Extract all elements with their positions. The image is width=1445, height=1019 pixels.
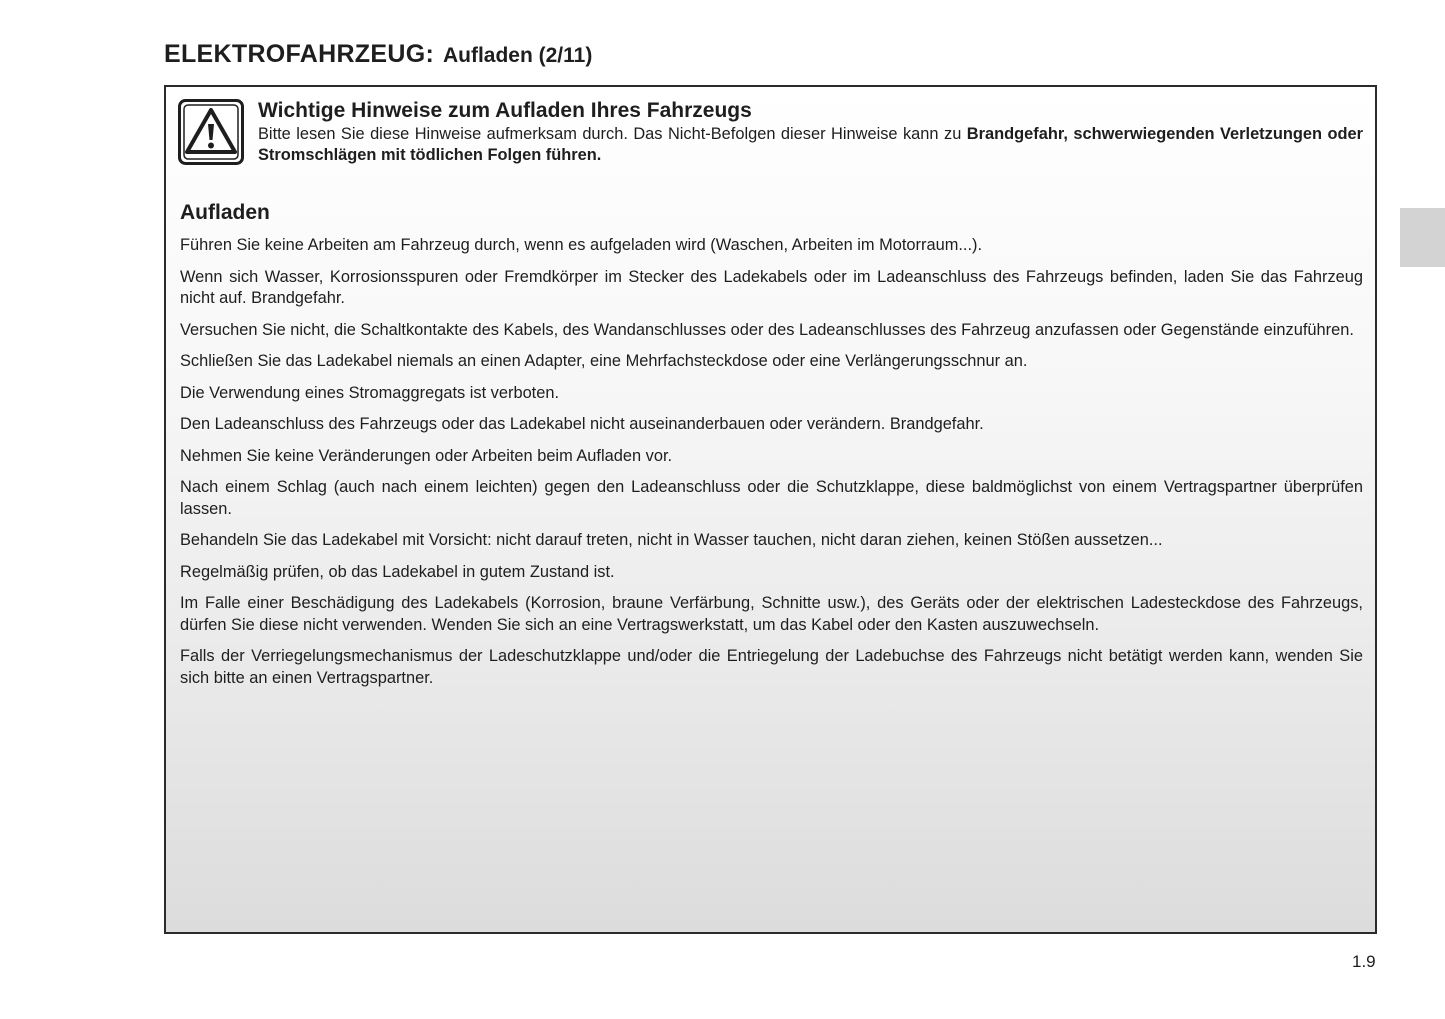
paragraph: Schließen Sie das Ladekabel niemals an einen Adapter, eine Mehrfachsteckdose oder eine Verlängerungsschnur an. [180, 352, 1028, 370]
page-title [164, 32, 592, 70]
page-title-sub: Aufladen (2/11) [442, 44, 593, 67]
section-side-tab [1400, 208, 1445, 267]
paragraph: Behandeln Sie das Ladekabel mit Vorsicht: nicht darauf treten, nicht in Wasser tauchen, nicht daran ziehen, keinen Stößen aussetzen... [180, 531, 1163, 549]
paragraph: Nehmen Sie keine Veränderungen oder Arbeiten beim Aufladen vor. [180, 446, 673, 465]
paragraph-list [180, 235, 1363, 699]
warning-heading: Wichtige Hinweise zum Aufladen Ihres Fahrzeugs [258, 99, 752, 122]
paragraph: Im Falle einer Beschädigung des Ladekabels (Korrosion, braune Verfärbung, Schnitte usw.), des Geräts oder der elektrischen Ladesteckdose des Fahrzeugs, dürfen Sie diese nicht verwenden. Wenden Sie sich an eine Vertragswerkstatt, um das Kabel oder den Kasten auszuwechseln. [180, 594, 1363, 634]
warning-triangle-icon [178, 99, 244, 165]
warning-intro-emphasis: Brandgefahr, schwerwiegenden Verletzungen oder Stromschlägen mit tödlichen Folgen führen. [258, 125, 1363, 164]
warning-box [164, 85, 1377, 934]
page-number: 1.9 [1352, 952, 1376, 971]
paragraph: Versuchen Sie nicht, die Schaltkontakte des Kabels, des Wandanschlusses oder des Ladeanschlusses des Fahrzeug anzufassen oder Gegenstände einzuführen. [180, 320, 1354, 339]
paragraph: Den Ladeanschluss des Fahrzeugs oder das Ladekabel nicht auseinanderbauen oder verändern. Brandgefahr. [180, 415, 984, 433]
warning-intro [258, 124, 1363, 166]
paragraph: Wenn sich Wasser, Korrosionsspuren oder Fremdkörper im Stecker des Ladekabels oder im Ladeanschluss des Fahrzeugs befinden, laden Sie das Fahrzeug nicht auf. Brandgefahr. [180, 267, 1363, 307]
paragraph: Die Verwendung eines Stromaggregats ist verboten. [180, 383, 560, 402]
page-title-main: ELEKTROFAHRZEUG: [164, 40, 435, 68]
paragraph: Falls der Verriegelungsmechanismus der Ladeschutzklappe und/oder die Entriegelung der Ladebuchse des Fahrzeugs nicht betätigt werden kann, wenden Sie sich bitte an einen Vertragspartner. [180, 647, 1363, 687]
warning-intro-text: Bitte lesen Sie diese Hinweise aufmerksam durch. Das Nicht-Befolgen dieser Hinweise kann zu [258, 125, 967, 143]
paragraph: Nach einem Schlag (auch nach einem leichten) gegen den Ladeanschluss oder die Schutzklappe, diese baldmöglichst von einem Vertragspartner überprüfen lassen. [180, 478, 1363, 518]
paragraph: Regelmäßig prüfen, ob das Ladekabel in gutem Zustand ist. [180, 562, 615, 581]
paragraph: Führen Sie keine Arbeiten am Fahrzeug durch, wenn es aufgeladen wird (Waschen, Arbeiten im Motorraum...). [180, 236, 983, 254]
section-heading: Aufladen [180, 201, 270, 224]
